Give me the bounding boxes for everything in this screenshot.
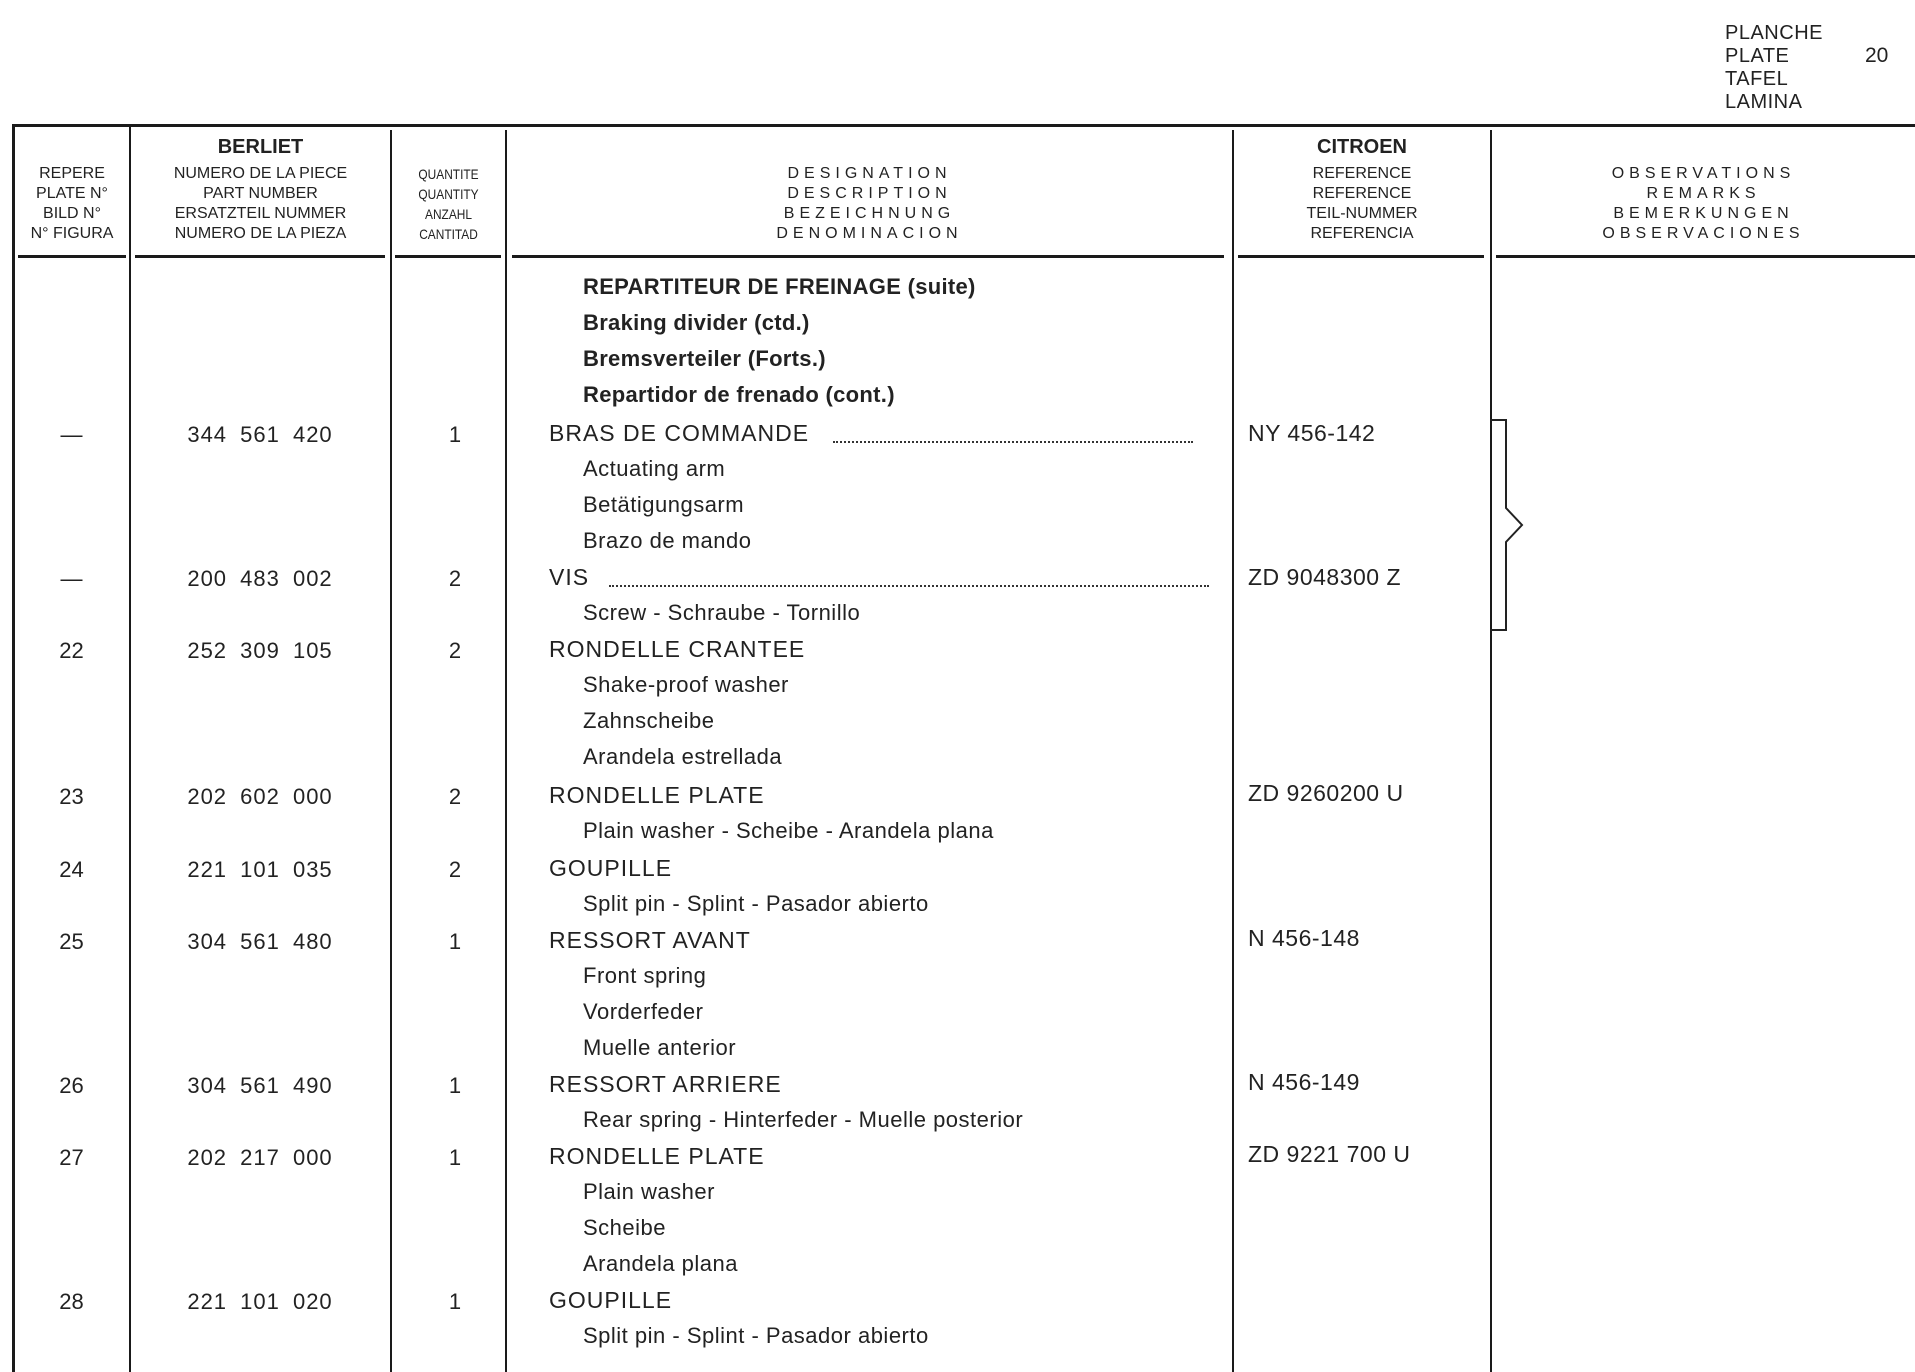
header-underline-4: [512, 255, 1224, 258]
row-5-repere: 24: [59, 857, 84, 882]
table-left-border: [12, 124, 15, 1372]
row-9-designation: GOUPILLE: [549, 1287, 673, 1313]
dot-leader: [833, 427, 1193, 443]
plate-number: 20: [1865, 44, 1889, 67]
row-7-designation: RESSORT ARRIERE: [549, 1071, 782, 1097]
row-8-designation: RONDELLE PLATE: [549, 1143, 765, 1169]
header-observations: OBSERVATIONS REMARKS BEMERKUNGEN OBSERVACIONES: [1602, 165, 1805, 242]
header-reference: REFERENCE REFERENCE TEIL-NUMMER REFERENCIA: [1306, 165, 1418, 242]
row-3-translation-2: Zahnscheibe: [583, 708, 715, 733]
row-8-translation-3: Arandela plana: [583, 1251, 739, 1276]
header-designation: DESIGNATION DESCRIPTION BEZEICHNUNG DENOMINACION: [776, 165, 963, 242]
grouping-bracket-icon: [1488, 418, 1528, 632]
row-5-translation-1: Split pin - Splint - Pasador abierto: [583, 891, 929, 916]
row-3-part-number: 252 309 105: [187, 638, 333, 663]
row-4-designation: RONDELLE PLATE: [549, 782, 765, 808]
column-divider-3: [505, 130, 507, 1372]
row-9-translation-1: Split pin - Splint - Pasador abierto: [583, 1323, 929, 1348]
row-2-translation-1: Screw - Schraube - Tornillo: [583, 600, 861, 625]
plate-label-es: LAMINA: [1725, 91, 1803, 113]
plate-label-de: TAFEL: [1725, 68, 1789, 90]
row-5-designation: GOUPILLE: [549, 855, 673, 881]
header-part-number: NUMERO DE LA PIECE PART NUMBER ERSATZTEIL NUMMER NUMERO DE LA PIEZA: [173, 165, 348, 242]
row-2-reference: ZD 9048300 Z: [1248, 564, 1402, 590]
row-6-reference: N 456-148: [1248, 925, 1360, 951]
row-4-repere: 23: [59, 784, 84, 809]
row-2-part-number: 200 483 002: [187, 566, 333, 591]
row-3-translation-1: Shake-proof washer: [583, 672, 789, 697]
row-7-reference: N 456-149: [1248, 1069, 1360, 1095]
row-7-repere: 26: [59, 1073, 84, 1098]
row-7-translation-1: Rear spring - Hinterfeder - Muelle posterior: [583, 1107, 1024, 1132]
header-repere: REPERE PLATE N° BILD N° N° FIGURA: [30, 165, 114, 242]
row-4-part-number: 202 602 000: [187, 784, 333, 809]
row-9-repere: 28: [59, 1289, 84, 1314]
row-9-part-number: 221 101 020: [187, 1289, 333, 1314]
column-divider-2: [390, 130, 392, 1372]
row-8-part-number: 202 217 000: [187, 1145, 333, 1170]
row-2-designation: VIS: [549, 564, 1209, 591]
plate-label-en: PLATE: [1725, 45, 1790, 67]
section-title-es: Repartidor de frenado (cont.): [583, 382, 895, 407]
column-divider-1: [129, 124, 131, 1372]
row-6-part-number: 304 561 480: [187, 929, 333, 954]
row-3-quantity: 2: [448, 638, 462, 663]
row-1-designation: BRAS DE COMMANDE: [549, 420, 1193, 447]
row-7-quantity: 1: [448, 1073, 462, 1098]
row-3-repere: 22: [59, 638, 84, 663]
row-2-repere: —: [60, 566, 83, 591]
header-underline-5: [1238, 255, 1484, 258]
column-divider-5: [1490, 130, 1492, 1372]
row-6-quantity: 1: [448, 929, 462, 954]
dot-leader: [609, 571, 1209, 587]
row-8-translation-2: Scheibe: [583, 1215, 667, 1240]
row-1-reference: NY 456-142: [1248, 420, 1376, 446]
row-1-quantity: 1: [448, 422, 462, 447]
row-4-translation-1: Plain washer - Scheibe - Arandela plana: [583, 818, 994, 843]
row-8-quantity: 1: [448, 1145, 462, 1170]
row-9-quantity: 1: [448, 1289, 462, 1314]
row-1-translation-2: Betätigungsarm: [583, 492, 745, 517]
row-7-part-number: 304 561 490: [187, 1073, 333, 1098]
header-berliet-brand: BERLIET: [217, 136, 304, 158]
row-1-repere: —: [60, 422, 83, 447]
row-1-translation-1: Actuating arm: [583, 456, 726, 481]
header-underline-3: [395, 255, 501, 258]
row-8-repere: 27: [59, 1145, 84, 1170]
header-underline-2: [135, 255, 385, 258]
row-8-translation-1: Plain washer: [583, 1179, 715, 1204]
row-6-designation: RESSORT AVANT: [549, 927, 751, 953]
row-5-quantity: 2: [448, 857, 462, 882]
column-divider-4: [1232, 130, 1234, 1372]
header-citroen-brand: CITROEN: [1317, 136, 1407, 158]
section-title-de: Bremsverteiler (Forts.): [583, 346, 826, 371]
row-4-reference: ZD 9260200 U: [1248, 780, 1404, 806]
row-2-quantity: 2: [448, 566, 462, 591]
row-6-repere: 25: [59, 929, 84, 954]
row-8-reference: ZD 9221 700 U: [1248, 1141, 1411, 1167]
header-underline-1: [18, 255, 126, 258]
row-3-designation: RONDELLE CRANTEE: [549, 636, 806, 662]
section-title-fr: REPARTITEUR DE FREINAGE (suite): [583, 274, 976, 299]
table-top-rule: [12, 124, 1915, 127]
row-1-translation-3: Brazo de mando: [583, 528, 752, 553]
row-4-quantity: 2: [448, 784, 462, 809]
row-6-translation-3: Muelle anterior: [583, 1035, 737, 1060]
row-5-part-number: 221 101 035: [187, 857, 333, 882]
row-6-translation-2: Vorderfeder: [583, 999, 704, 1024]
row-1-part-number: 344 561 420: [187, 422, 333, 447]
row-6-translation-1: Front spring: [583, 963, 707, 988]
section-title-en: Braking divider (ctd.): [583, 310, 810, 335]
header-underline-6: [1496, 255, 1915, 258]
plate-label-fr: PLANCHE: [1725, 22, 1823, 44]
row-3-translation-3: Arandela estrellada: [583, 744, 783, 769]
header-quantity: QUANTITE QUANTITY ANZAHL CANTITAD: [418, 166, 479, 242]
